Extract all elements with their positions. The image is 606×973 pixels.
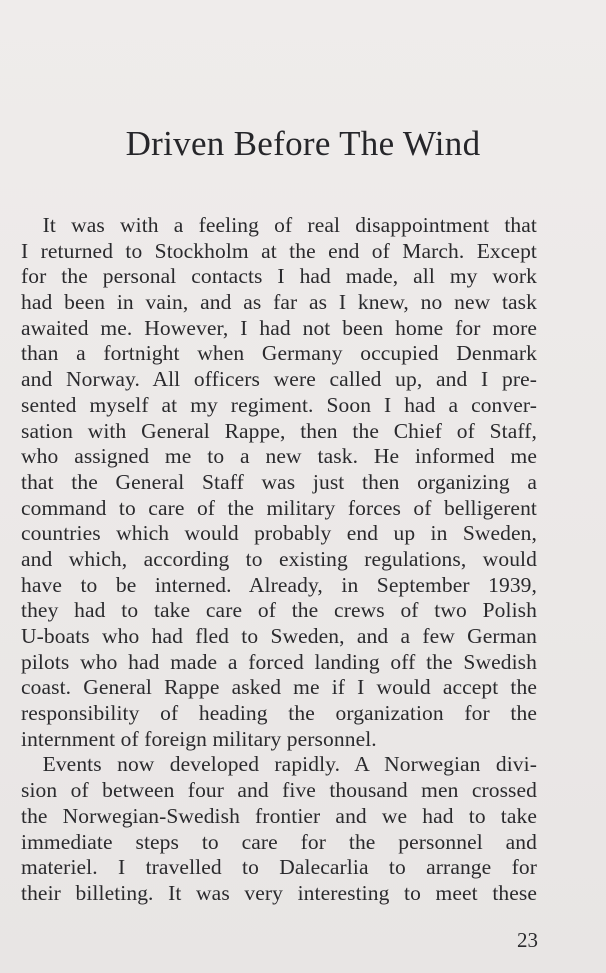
text-line: and which, according to existing regulations, would bbox=[21, 546, 537, 571]
text-line: who assigned me to a new task. He informed me bbox=[21, 444, 537, 469]
text-line: the Norwegian-Swedish frontier and we had to take bbox=[21, 803, 537, 828]
text-line: responsibility of heading the organization for the bbox=[21, 701, 537, 726]
text-line: I returned to Stockholm at the end of March. Except bbox=[21, 238, 537, 263]
text-line: coast. General Rappe asked me if I would accept the bbox=[21, 675, 537, 700]
chapter-title: Driven Before The Wind bbox=[125, 124, 481, 163]
text-line: It was with a feeling of real disappointment that bbox=[21, 213, 537, 237]
text-line: Events now developed rapidly. A Norwegian divi- bbox=[21, 752, 537, 777]
text-line: that the General Staff was just then organizing a bbox=[21, 469, 537, 494]
text-line: than a fortnight when Germany occupied Denmark bbox=[21, 341, 537, 366]
text-line: sation with General Rappe, then the Chief of Staff, bbox=[21, 418, 537, 443]
text-line: internment of foreign military personnel. bbox=[21, 726, 377, 751]
text-line: countries which would probably end up in Sweden, bbox=[21, 521, 537, 546]
text-line: for the personal contacts I had made, all my work bbox=[21, 264, 537, 289]
page-number: 23 bbox=[517, 928, 538, 952]
text-line: U-boats who had fled to Sweden, and a few German bbox=[21, 624, 537, 648]
text-line: have to be interned. Already, in September 1939, bbox=[21, 572, 537, 597]
text-line: pilots who had made a forced landing off the Swedish bbox=[21, 649, 537, 674]
text-line: immediate steps to care for the personnel and bbox=[21, 829, 537, 854]
text-line: their billeting. It was very interesting to meet these bbox=[21, 880, 537, 905]
text-line: command to care of the military forces of belligerent bbox=[21, 495, 537, 520]
body-text bbox=[21, 213, 537, 907]
text-line: sented myself at my regiment. Soon I had a conver- bbox=[21, 392, 537, 417]
text-line: they had to take care of the crews of two Polish bbox=[21, 598, 537, 623]
text-line: awaited me. However, I had not been home for more bbox=[21, 315, 537, 340]
text-line: sion of between four and five thousand men crossed bbox=[21, 778, 537, 803]
text-line: had been in vain, and as far as I knew, no new task bbox=[21, 290, 537, 315]
text-line: materiel. I travelled to Dalecarlia to arrange for bbox=[21, 855, 537, 880]
text-line: and Norway. All officers were called up, and I pre- bbox=[21, 367, 537, 392]
